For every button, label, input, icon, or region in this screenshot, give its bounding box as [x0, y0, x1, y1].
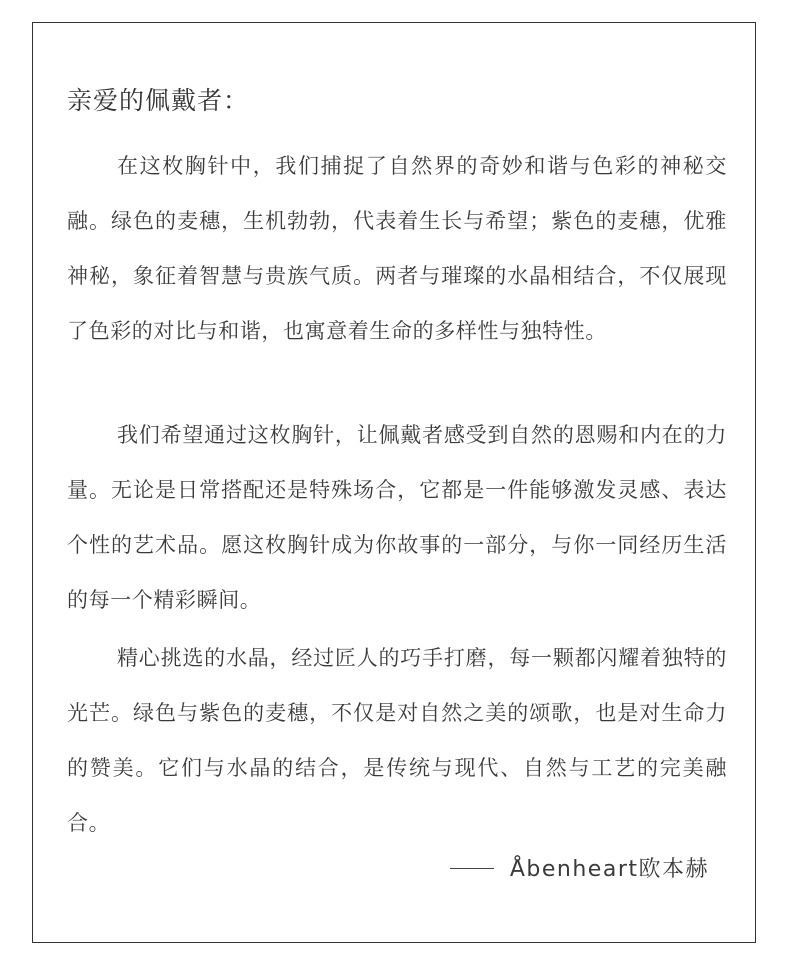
letter-greeting: 亲爱的佩戴者：: [67, 86, 250, 115]
letter-signature: [450, 850, 709, 890]
letter-paragraph-1: 在这枚胸针中，我们捕捉了自然界的奇妙和谐与色彩的神秘交融。绿色的麦穗，生机勃勃，代表着生长与希望；紫色的麦穗，优雅神秘，象征着智慧与贵族气质。两者与璀璨的水晶相结合，不仅展现了色彩的对比与和谐，也寓意着生命的多样性与独特性。: [67, 154, 727, 343]
letter-card: [32, 22, 756, 943]
letter-paragraph-3: 精心挑选的水晶，经过匠人的巧手打磨，每一颗都闪耀着独特的光芒。绿色与紫色的麦穗，不仅是对自然之美的颂歌，也是对生命力的赞美。它们与水晶的结合，是传统与现代、自然与工艺的完美融合。: [67, 646, 727, 835]
signature-dash: [450, 868, 494, 869]
signature-text: Åbenheart欧本赫: [509, 857, 709, 882]
letter-paragraph-2: 我们希望通过这枚胸针，让佩戴者感受到自然的恩赐和内在的力量。无论是日常搭配还是特殊场合，它都是一件能够激发灵感、表达个性的艺术品。愿这枚胸针成为你故事的一部分，与你一同经历生活的每一个精彩瞬间。: [67, 423, 727, 612]
